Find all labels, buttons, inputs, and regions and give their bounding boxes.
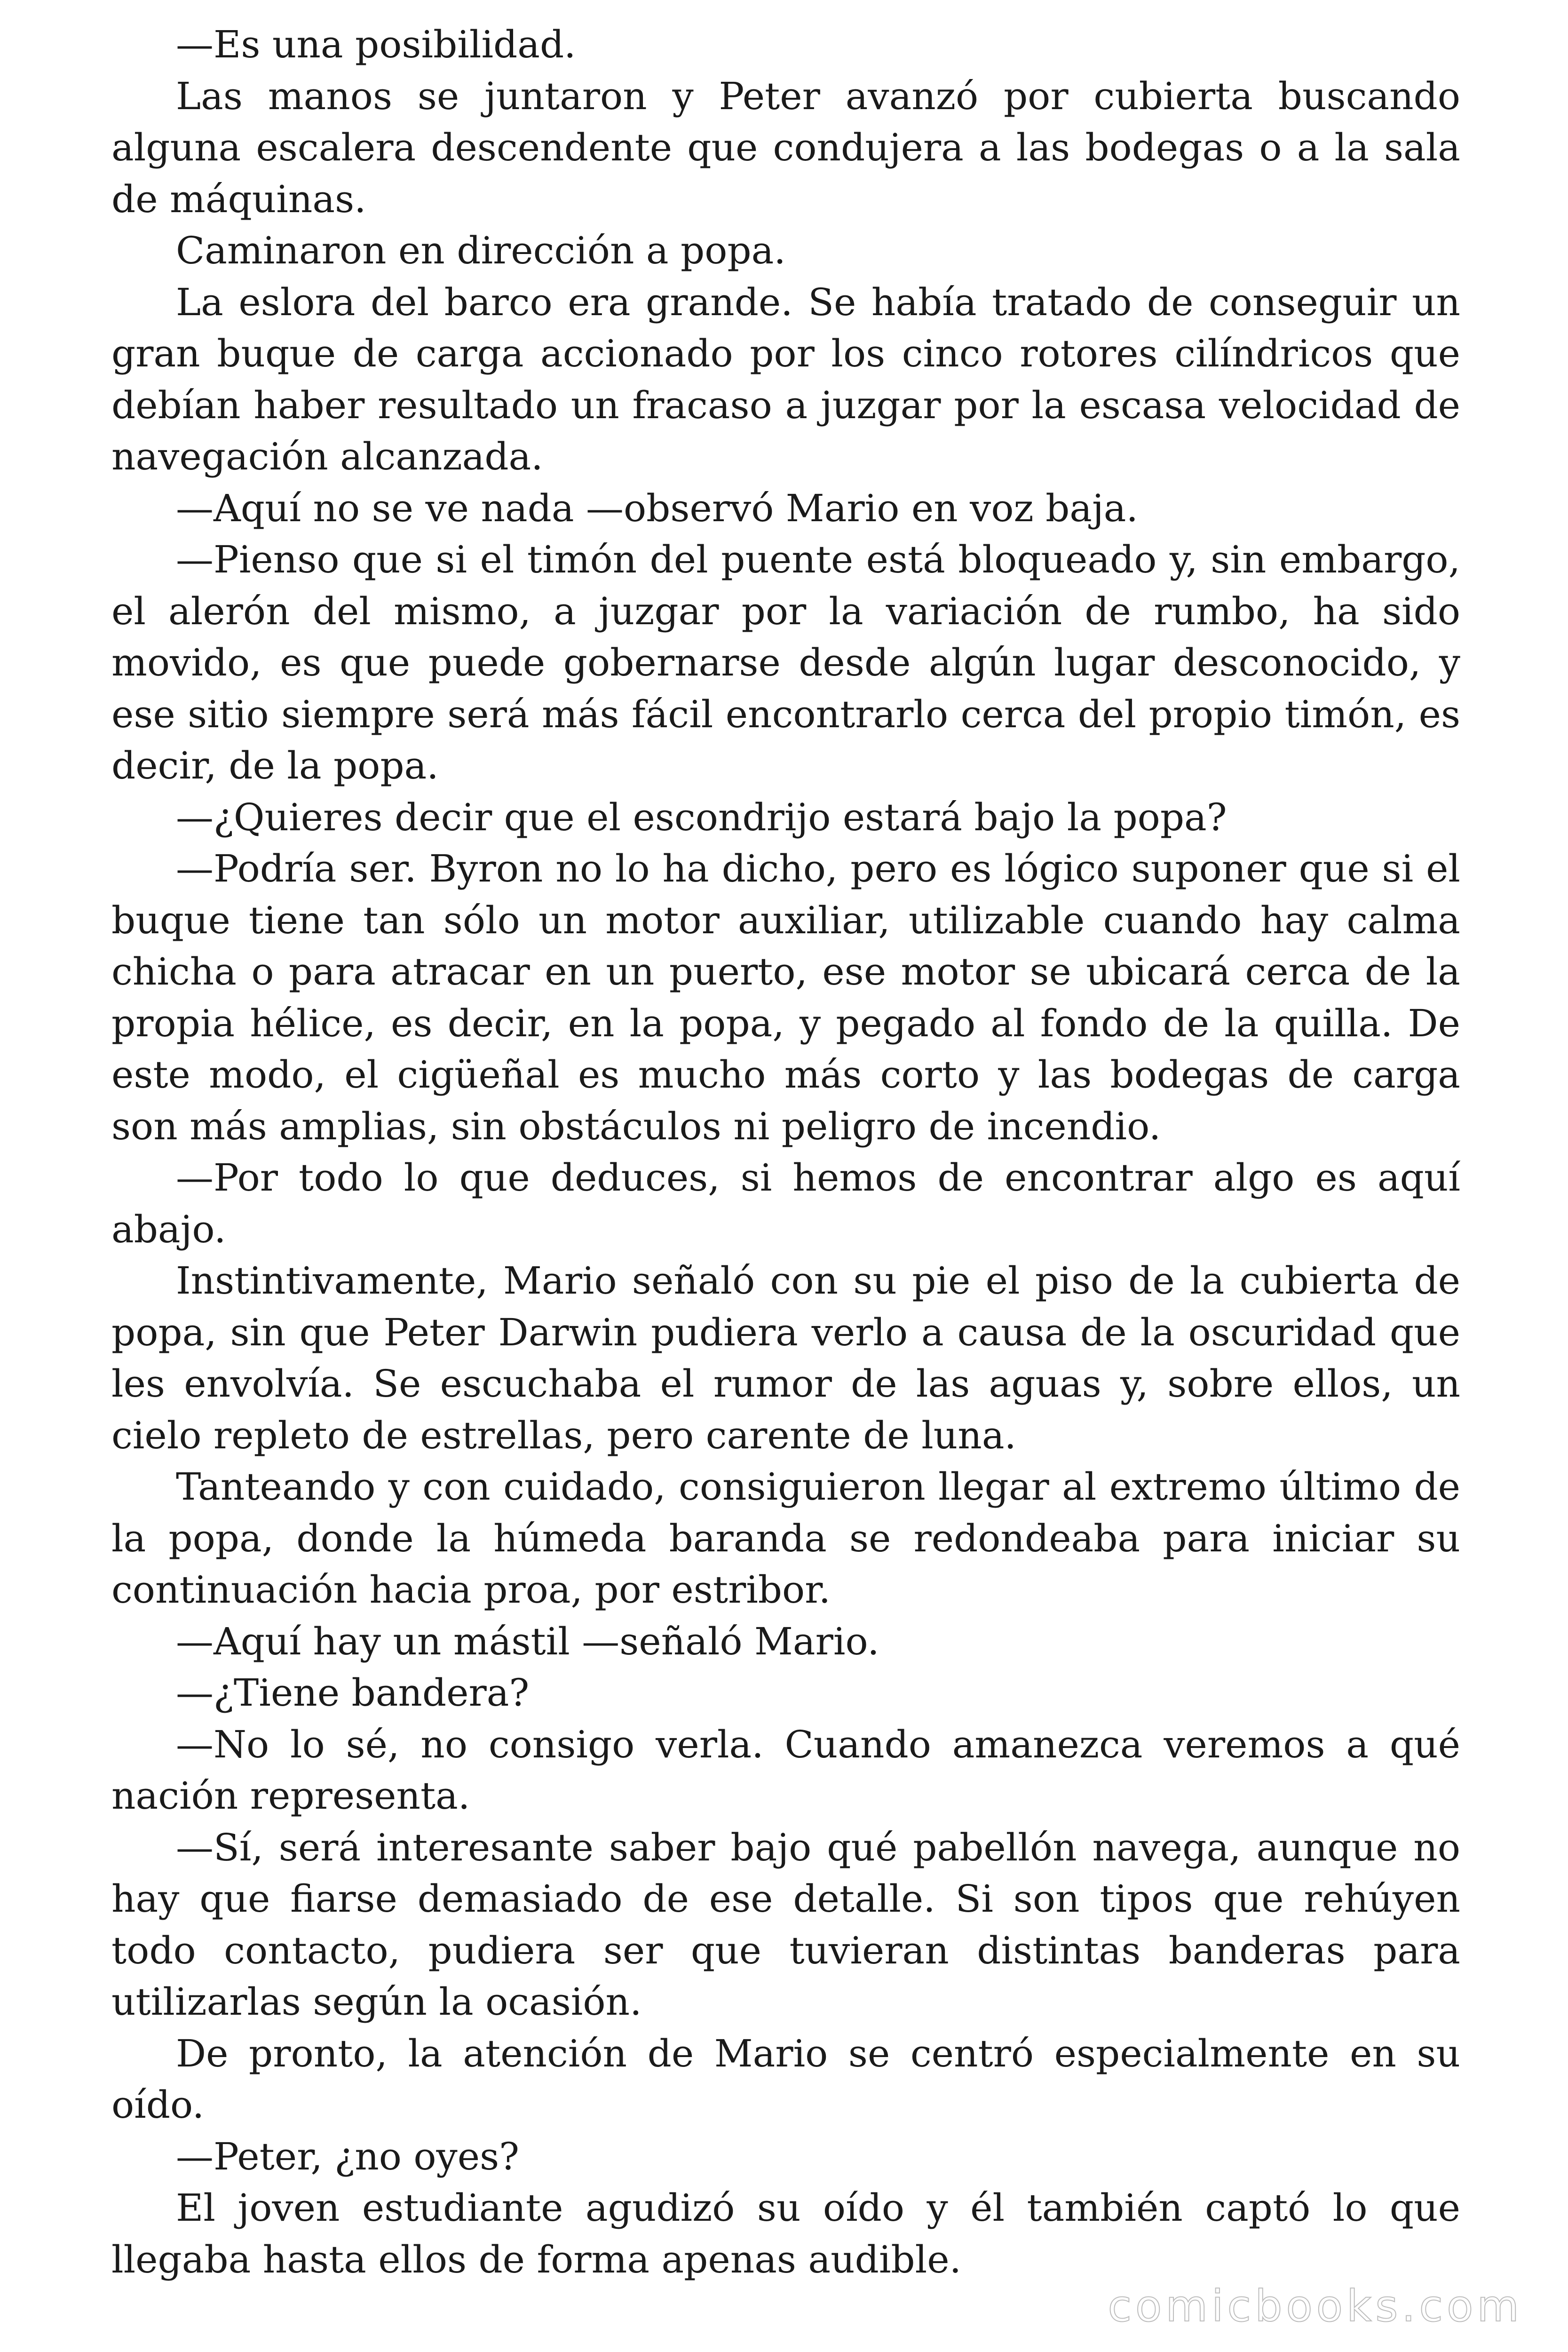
paragraph: Instintivamente, Mario señaló con su pie el piso de la cubierta de popa, sin que Peter Darwin pudiera verlo a causa de la oscuridad que les envolvía. Se escuchaba el rumor de las aguas y, sobre ellos, un cielo repleto de estrellas, pero carente de luna. <box>111 1259 1460 1457</box>
paragraph: —¿Quieres decir que el escondrijo estará bajo la popa? <box>176 795 1227 839</box>
paragraph: Caminaron en dirección a popa. <box>176 229 786 272</box>
paragraph: De pronto, la atención de Mario se centró especialmente en su oído. <box>111 2031 1460 2127</box>
paragraph: —Peter, ¿no oyes? <box>176 2134 520 2178</box>
paragraph: —Aquí hay un mástil —señaló Mario. <box>176 1619 879 1663</box>
paragraph: —Es una posibilidad. <box>176 23 576 66</box>
watermark: comicbooks.com <box>1108 2281 1523 2331</box>
paragraph: —Pienso que si el timón del puente está bloqueado y, sin embargo, el alerón del mismo, a juzgar por la variación de rumbo, ha sido movido, es que puede gobernarse desde algún lugar desconocido, y ese sitio siempre será más fácil encontrarlo cerca del propio timón, es decir, de la popa. <box>111 538 1460 787</box>
paragraph: —¿Tiene bandera? <box>176 1671 530 1715</box>
paragraph: —Por todo lo que deduces, si hemos de encontrar algo es aquí abajo. <box>111 1156 1460 1251</box>
body-text <box>111 19 1460 2285</box>
paragraph: —Sí, será interesante saber bajo qué pabellón navega, aunque no hay que fiarse demasiado de ese detalle. Si son tipos que rehúyen todo contacto, pudiera ser que tuvieran distintas banderas para utilizarlas según la ocasión. <box>111 1825 1460 2024</box>
paragraph: Tanteando y con cuidado, consiguieron llegar al extremo último de la popa, donde la húmeda baranda se redondeaba para iniciar su continuación hacia proa, por estribor. <box>111 1465 1460 1612</box>
paragraph: —No lo sé, no consigo verla. Cuando amanezca veremos a qué nación representa. <box>111 1722 1460 1818</box>
paragraph: —Aquí no se ve nada —observó Mario en voz baja. <box>176 486 1138 530</box>
paragraph: Las manos se juntaron y Peter avanzó por cubierta buscando alguna escalera descendente que condujera a las bodegas o a la sala de máquinas. <box>111 74 1460 221</box>
paragraph: El joven estudiante agudizó su oído y él también captó lo que llegaba hasta ellos de forma apenas audible. <box>111 2186 1460 2281</box>
paragraph: La eslora del barco era grande. Se había tratado de conseguir un gran buque de carga accionado por los cinco rotores cilíndricos que debían haber resultado un fracaso a juzgar por la escasa velocidad de navegación alcanzada. <box>111 280 1460 478</box>
paragraph: —Podría ser. Byron no lo ha dicho, pero es lógico suponer que si el buque tiene tan sólo un motor auxiliar, utilizable cuando hay calma chicha o para atracar en un puerto, ese motor se ubicará cerca de la propia hélice, es decir, en la popa, y pegado al fondo de la quilla. De este modo, el cigüeñal es mucho más corto y las bodegas de carga son más amplias, sin obstáculos ni peligro de incendio. <box>111 847 1460 1148</box>
book-page <box>111 19 1460 2305</box>
